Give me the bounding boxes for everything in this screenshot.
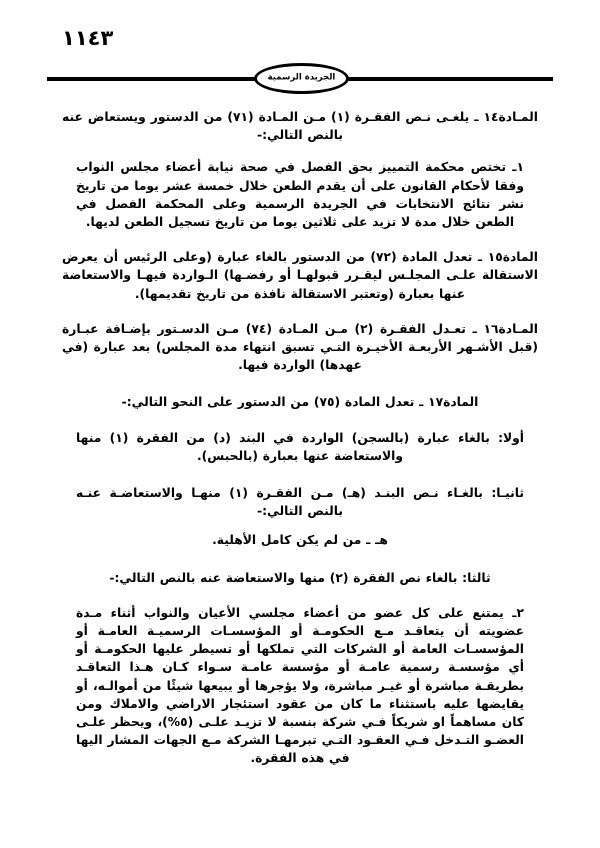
article-14-clause-1: ١ـ تختص محكمة التمييز بحق الفصل في صحة نيابة أعضاء مجلس النواب وفقا لأحكام القانون على أن يقدم الطعن خلال خمسة عشر يوما من تاريخ نشر نتائج الانتخابات في الجريدة الرسمية وعلى المحكمة الفصل في الطعن خلال مدة لا تزيد على ثلاثين يوما من تاريخ تسجيل الطعن لديها. bbox=[76, 160, 524, 230]
masthead bbox=[47, 63, 553, 95]
article-17-clause-first: أولا: بالغاء عبارة (بالسجن) الواردة في البند (د) من الفقرة (١) منها والاستعاضة عنها بعبارة (بالحبس). bbox=[76, 430, 524, 463]
article-16-text: المـادة١٦ ـ تعـدل الفقـرة (٢) مـن المـادة (٧٤) مـن الدسـتور بإضـافة عبـارة (قبل الأشـهر الأربعـة الأخيـرة التـي تسبق انتهاء مدة المجلس) بعد عبارة (في عهدها) الواردة فيها. bbox=[62, 321, 538, 373]
page-number: ١١٤٣ bbox=[62, 26, 114, 50]
article-17-clause-third-text: ٢ـ يمتنع على كل عضو من أعضاء مجلسي الأعيان والنواب أثناء مـدة عضويته أن يتعاقـد مـع الحكومـة أو المؤسسـات الرسميـة العامـة أو المؤسسـات العامة أو الشركات التي تملكها أو تسيطر عليها الحكومـة أو أي مؤسسـة رسمية عامـة أو مؤسسة عامـة سـواء كـان هـذا التعاقـد بطريقـة مباشرة أو غيـر مباشرة، ولا يؤجرها أو يبيعها شيئًا من أموالـه، أو يقايضها عليه باستثناء ما كان من عقود استئجار الاراضي والاملاك ومن كان مساهماً او شريكاً فـي شركة بنسبة لا تزيـد علـى (٥%)، ويحظر علـى العضـو التـدخل فـي العقـود التـي تبرمهـا الشركة مـع الجهات المشار اليها في هذه الفقرة. bbox=[76, 605, 524, 766]
article-15-text: المادة١٥ ـ تعدل المادة (٧٢) من الدستور بالغاء عبارة (وعلى الرئيس أن يعرض الاستقالة علـى المجلـس ليقـرر قبولهـا أو رفضـها) الـواردة فيهـا والاستعاضة عنها بعبارة (وتعتبر الاستقالة نافذة من تاريخ تقديمها). bbox=[62, 250, 538, 301]
document-body bbox=[62, 108, 538, 781]
masthead-badge bbox=[254, 63, 349, 94]
article-17-clause-third: ثالثا: بالغاء نص الفقرة (٢) منها والاستعاضة عنه بالنص التالي:- bbox=[109, 570, 491, 585]
masthead-title: الجريدة الرسمية bbox=[267, 72, 336, 83]
article-14-heading: المـادة١٤ ـ يلغـى نـص الفقـرة (١) مـن المـادة (٧١) من الدستور ويستعاض عنه بالنص التالي:- bbox=[62, 110, 538, 143]
article-17-heading: المادة١٧ ـ تعدل المادة (٧٥) من الدستور على النحو التالي:- bbox=[121, 395, 479, 410]
article-17-clause-second: ثانيـا: بالغـاء نـص البنـد (هـ) مـن الفقـرة (١) منهـا والاستعاضـة عنـه بالنص التالي:- bbox=[76, 486, 524, 519]
article-17-clause-second-text: هـ ـ من لم يكن كامل الأهلية. bbox=[212, 533, 388, 548]
